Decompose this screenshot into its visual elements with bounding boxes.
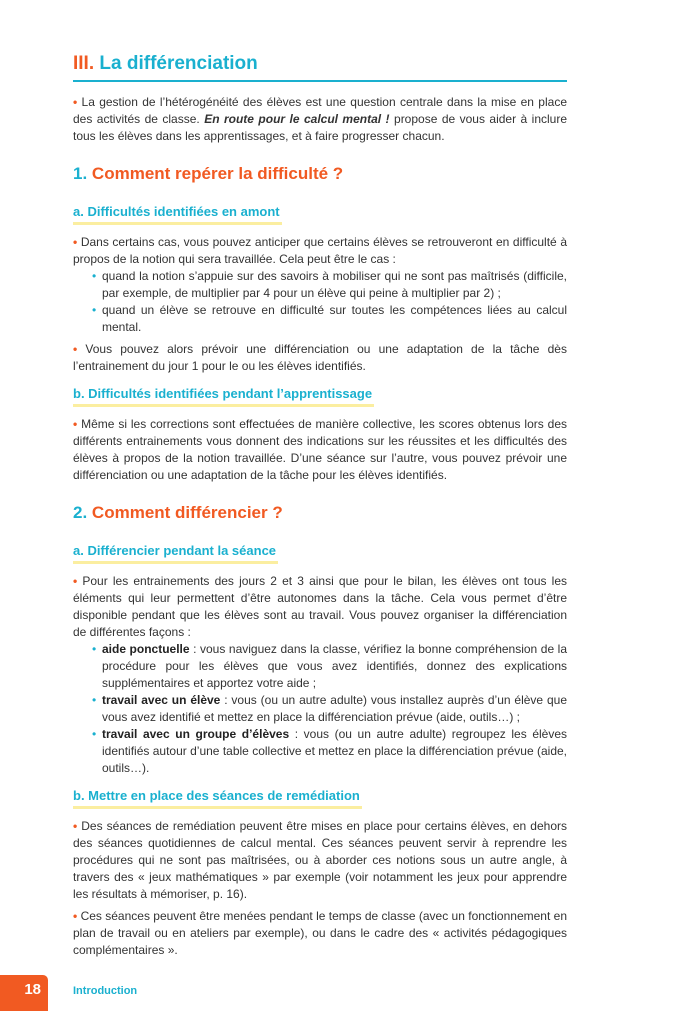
paragraph: • Dans certains cas, vous pouvez anticiper que certains élèves se retrouveront en difficulté à propos de la notion qui sera travaillée. Cela peut être le cas : <box>73 235 567 266</box>
list-item: • quand un élève se retrouve en difficulté sur toutes les compétences liées au calcul mental. <box>102 302 567 336</box>
section-title: III. La différenciation <box>73 52 567 82</box>
page-footer <box>0 959 700 1011</box>
paragraph: • Ces séances peuvent être menées pendant le temps de classe (avec un fonctionnement en plan de travail ou en ateliers par exemple), ou dans le cadre des « activités pédagogiques complémentaires ». <box>73 909 567 957</box>
list-item: • quand la notion s’appuie sur des savoirs à mobiliser qui ne sont pas maîtrisés (difficile, par exemple, de multiplier par 4 pour un élève qui peine à multiplier par 2) ; <box>102 268 567 302</box>
footer-section-label: Introduction <box>73 985 138 997</box>
bullet-list <box>73 268 567 336</box>
list-item: • aide ponctuelle : vous naviguez dans la classe, vérifiez la bonne compréhension de la procédure pour les élèves que vous avez identifiés, donnez des explications supplémentaires et apportez votre aide ; <box>102 641 567 692</box>
paragraph: • Même si les corrections sont effectuées de manière collective, les scores obtenus lors des différents entrainements vous donnent des indications sur les réussites et les difficultés des élèves à propos de la notion travaillée. D’une séance sur l’autre, vous pouvez prévoir une différenciation ou une adaptation de la tâche pour les élèves identifiés. <box>73 417 567 482</box>
paragraph: • Pour les entrainements des jours 2 et 3 ainsi que pour le bilan, les élèves ont tous les éléments qui leur permettent d’être autonomes dans la tâche. Cela vous permet d’être disponible pendant que les élèves sont au travail. Vous pouvez organiser la différenciation de différentes façons : <box>73 574 567 639</box>
subheading-1a: a. Difficultés identifiées en amont <box>73 203 282 225</box>
page-content <box>73 52 567 959</box>
paragraph: • Des séances de remédiation peuvent être mises en place pour certains élèves, en dehors des séances quotidiennes de calcul mental. Ces séances peuvent servir à reprendre les procédures qui ne sont pas maîtrisées, ou à aborder ces notions sous un autre angle, à travers des « jeux mathématiques » par exemple (voir notamment les jeux pour apprendre les résultats à mémoriser, p. 16). <box>73 819 567 901</box>
bullet-list <box>73 641 567 777</box>
list-item: • travail avec un groupe d’élèves : vous (ou un autre adulte) regroupez les élèves identifiés autour d’une table collective et mettez en place la différenciation prévue (aide, outils…). <box>102 726 567 777</box>
heading-2: 2. Comment différencier ? <box>73 503 283 522</box>
list-item: • travail avec un élève : vous (ou un autre adulte) vous installez auprès d’un élève que vous avez identifié et mettez en place la différenciation prévue (aide, outils…) ; <box>102 692 567 726</box>
subheading-2a: a. Différencier pendant la séance <box>73 542 278 564</box>
heading-1: 1. Comment repérer la difficulté ? <box>73 164 344 183</box>
subheading-2b: b. Mettre en place des séances de remédiation <box>73 787 362 809</box>
subheading-1b: b. Difficultés identifiées pendant l’apprentissage <box>73 385 374 407</box>
paragraph: • Vous pouvez alors prévoir une différenciation ou une adaptation de la tâche dès l’entrainement du jour 1 pour le ou les élèves identifiés. <box>73 342 567 373</box>
page-number: 18 <box>0 975 48 1011</box>
intro-paragraph: • La gestion de l’hétérogénéité des élèves est une question centrale dans la mise en place des activités de classe. En route pour le calcul mental ! propose de vous aider à inclure tous les élèves dans les apprentissages, et à faire progresser chacun. <box>73 95 568 143</box>
